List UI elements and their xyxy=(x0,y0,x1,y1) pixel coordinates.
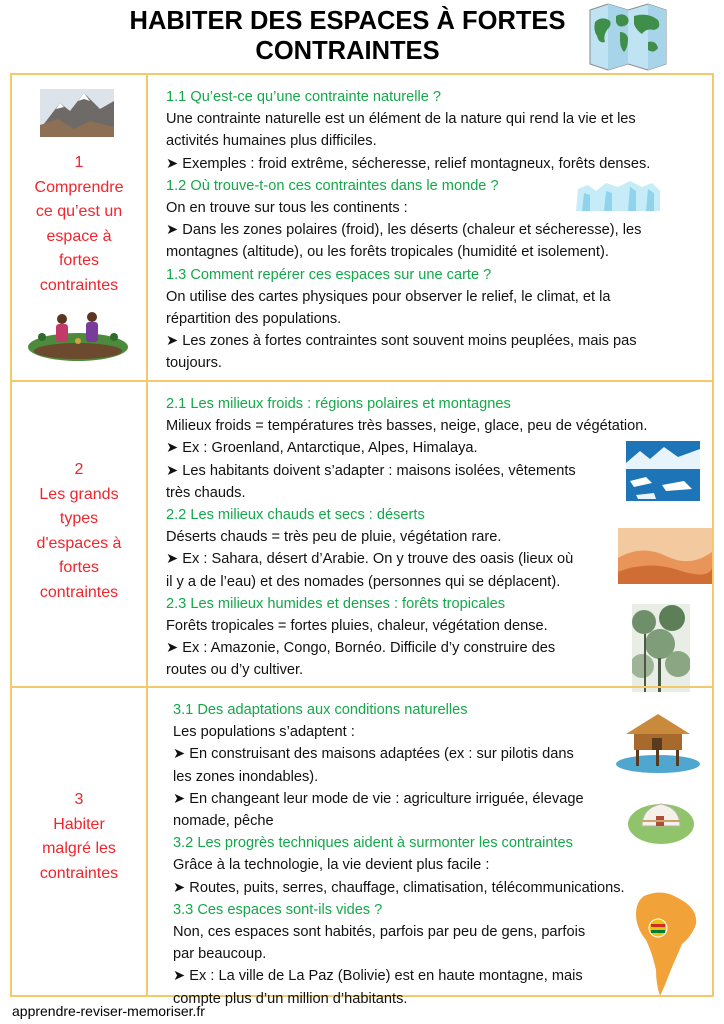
body-line: Les populations s’adaptent : xyxy=(173,724,355,741)
subheading: 3.1 Des adaptations aux conditions naturelles xyxy=(173,702,468,718)
body-line: routes ou d’y cultiver. xyxy=(166,662,304,679)
section-3-label-line: contraintes xyxy=(39,864,119,882)
section-3-content-cell xyxy=(148,688,712,1007)
section-2-label-line: types xyxy=(59,510,99,527)
section-2-content xyxy=(166,393,647,682)
body-line: Forêts tropicales = fortes pluies, chaleur, végétation dense. xyxy=(166,618,548,635)
section-3-label-cell xyxy=(12,688,148,995)
body-line: montagnes (altitude), ou les forêts tropicales (humidité et isolement). xyxy=(166,244,609,261)
body-line: ➤ Ex : Groenland, Antarctique, Alpes, Himalaya. xyxy=(166,440,478,457)
body-line: ➤ En changeant leur mode de vie : agriculture irriguée, élevage xyxy=(173,790,584,807)
body-line: activités humaines plus difficiles. xyxy=(166,133,377,150)
body-line: répartition des populations. xyxy=(166,311,342,328)
subheading: 3.2 Les progrès techniques aident à surmonter les contraintes xyxy=(173,835,573,852)
subheading: 2.1 Les milieux froids : régions polaires et montagnes xyxy=(166,396,511,412)
body-line: On en trouve sur tous les continents : xyxy=(166,200,408,217)
body-line: ➤ Ex : La ville de La Paz (Bolivie) est en haute montagne, mais xyxy=(173,968,583,985)
section-1-label-line: espace à xyxy=(46,227,112,245)
section-3 xyxy=(10,686,714,1007)
body-line: très chauds. xyxy=(166,484,246,501)
body-line: ➤ En construisant des maisons adaptées (ex : sur pilotis dans xyxy=(173,746,574,763)
body-line: Grâce à la technologie, la vie devient plus facile : xyxy=(173,857,490,874)
body-line: Milieux froids = températures très basses, neige, glace, peu de végétation. xyxy=(166,418,648,435)
body-line: il y a de l’eau) et des nomades (personnes qui se déplacent). xyxy=(166,573,561,590)
subheading: 1.1 Qu’est-ce qu’une contrainte naturelle ? xyxy=(166,89,442,105)
footer-website: apprendre-reviser-memoriser.fr xyxy=(12,1003,205,1019)
subheading: 2.3 Les milieux humides et denses : forêts tropicales xyxy=(166,595,506,612)
section-3-content xyxy=(173,699,625,1010)
body-line: Une contrainte naturelle est un élément de la nature qui rend la vie et les xyxy=(166,111,636,128)
body-line: les zones inondables). xyxy=(173,768,319,785)
body-line: ➤ Ex : Sahara, désert d’Arabie. On y trouve des oasis (lieux où xyxy=(166,551,574,568)
section-1-content-cell xyxy=(148,75,712,380)
section-3-label-line: malgré les xyxy=(42,840,116,857)
sections-table xyxy=(10,73,714,1007)
farmers-icon xyxy=(28,307,128,361)
body-line: ➤ Dans les zones polaires (froid), les déserts (chaleur et sécheresse), les xyxy=(166,222,642,239)
section-2-label-cell xyxy=(12,382,148,686)
body-line: compte plus d’un million d’habitants. xyxy=(173,990,408,1007)
section-2-label xyxy=(12,458,146,605)
glacier-icon xyxy=(576,181,660,211)
subheading: 3.3 Ces espaces sont-ils vides ? xyxy=(173,901,383,918)
subheading: 1.2 Où trouve-t-on ces contraintes dans le monde ? xyxy=(166,177,499,194)
section-1-label-line: Comprendre xyxy=(34,178,124,196)
section-1-label xyxy=(12,151,146,298)
body-line: ➤ Routes, puits, serres, chauffage, climatisation, télécommunications. xyxy=(173,879,625,896)
section-1 xyxy=(10,73,714,382)
subheading: 1.3 Comment repérer ces espaces sur une carte ? xyxy=(166,266,492,283)
section-2 xyxy=(10,380,714,688)
body-line: Déserts chauds = très peu de pluie, végétation rare. xyxy=(166,529,502,546)
polar-landscape-icon xyxy=(626,441,700,501)
section-2-label-line: d'espaces à xyxy=(36,534,122,552)
section-1-label-cell xyxy=(12,75,148,380)
mountain-icon xyxy=(40,89,114,137)
body-line: par beaucoup. xyxy=(173,946,267,963)
page-title xyxy=(95,6,600,66)
subheading: 2.2 Les milieux chauds et secs : déserts xyxy=(166,507,425,524)
body-line: Non, ces espaces sont habités, parfois par peu de gens, parfois xyxy=(173,924,586,941)
yurt-icon xyxy=(628,790,694,844)
section-2-number: 2 xyxy=(74,461,84,478)
page-title-line-1: HABITER DES ESPACES À FORTES xyxy=(129,7,566,35)
section-2-label-line: contraintes xyxy=(39,583,119,601)
section-1-label-line: ce qu’est un xyxy=(35,203,123,220)
body-line: nomade, pêche xyxy=(173,813,274,830)
section-2-label-line: Les grands xyxy=(39,485,119,503)
section-3-number: 3 xyxy=(74,791,84,808)
section-3-label-line: Habiter xyxy=(53,815,105,833)
body-line: ➤ Les habitants doivent s’adapter : maisons isolées, vêtements xyxy=(166,462,576,479)
desert-icon xyxy=(618,528,712,584)
stilt-house-icon xyxy=(616,710,700,774)
world-map-icon xyxy=(586,2,670,72)
section-1-label-line: fortes xyxy=(58,252,99,269)
section-1-number: 1 xyxy=(74,154,84,171)
body-line: ➤ Exemples : froid extrême, sécheresse, relief montagneux, forêts denses. xyxy=(166,155,651,172)
section-2-label-line: fortes xyxy=(58,559,99,576)
body-line: toujours. xyxy=(166,355,222,372)
section-1-content xyxy=(166,86,650,375)
south-america-map-icon xyxy=(632,888,702,998)
section-2-content-cell xyxy=(148,382,712,686)
section-1-label-line: contraintes xyxy=(39,276,119,294)
header xyxy=(0,0,724,72)
body-line: ➤ Les zones à fortes contraintes sont souvent moins peuplées, mais pas xyxy=(166,333,637,350)
body-line: ➤ Ex : Amazonie, Congo, Bornéo. Difficile d’y construire des xyxy=(166,640,556,657)
tropical-forest-icon xyxy=(632,604,690,692)
body-line: On utilise des cartes physiques pour observer le relief, le climat, et la xyxy=(166,288,611,305)
page-title-line-2: CONTRAINTES xyxy=(255,37,440,65)
section-3-label xyxy=(12,788,146,886)
